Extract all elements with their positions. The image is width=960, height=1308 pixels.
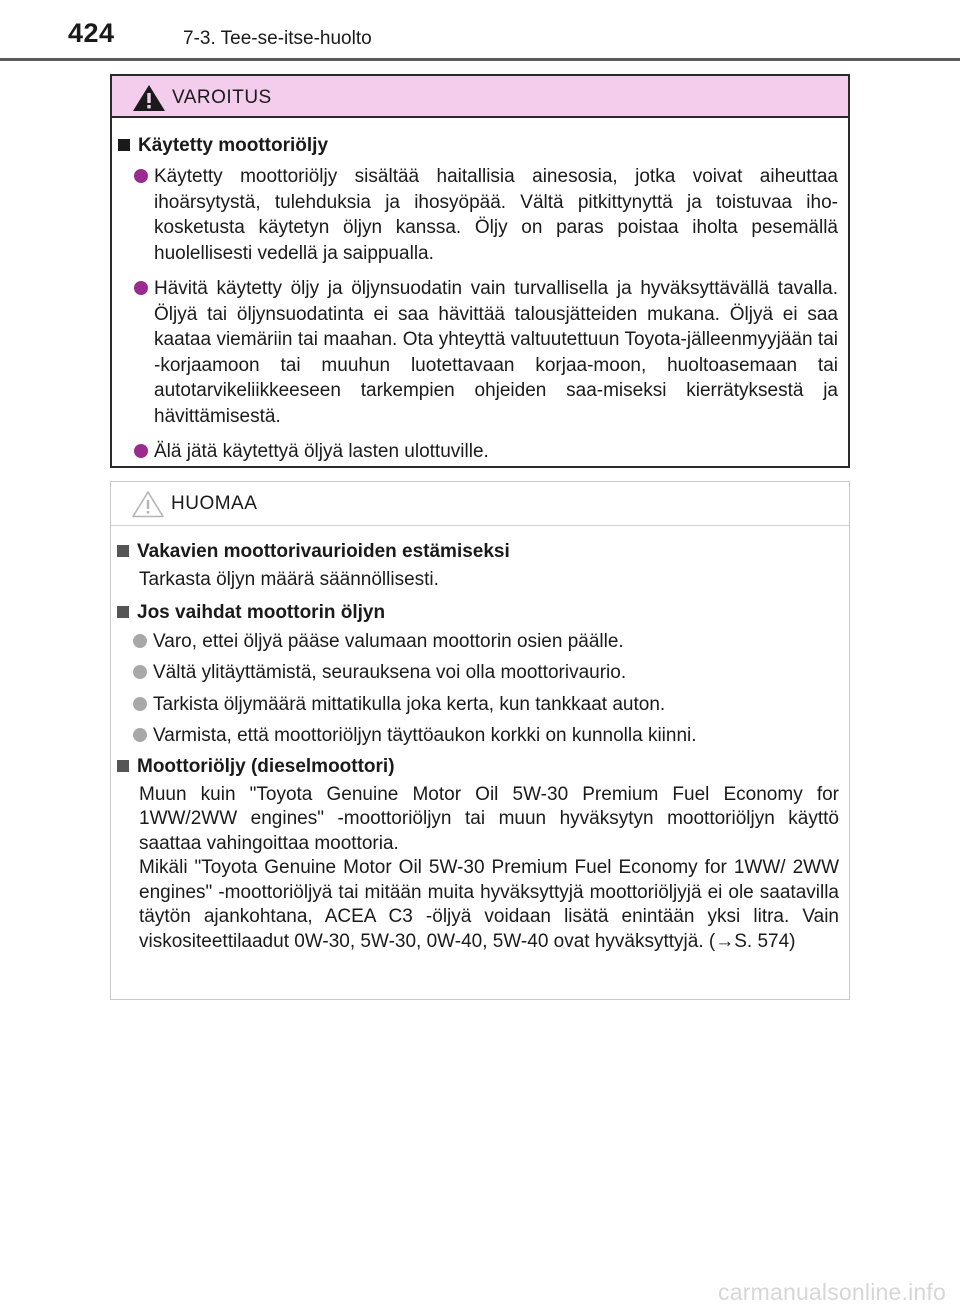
list-item bbox=[134, 164, 838, 266]
heading-text: Moottoriöljy (dieselmoottori) bbox=[137, 755, 395, 777]
warning-triangle-icon bbox=[132, 84, 166, 112]
paragraph: Tarkasta öljyn määrä säännöllisesti. bbox=[139, 569, 439, 590]
bullet-dot-icon bbox=[133, 728, 147, 742]
list-item-text: Hävitä käytetty öljy ja öljynsuodatin vain turvallisella ja hyväksyttävällä tavalla. Öljyä tai öljynsuodatinta ei saa hävittää talousjätteiden mukana. Öljyä ei saa kaataa viemäriin tai maahan. Ota yhteyttä valtuutettuun Toyota-jälleenmyyjään tai -korjaamoon tai muuhun luotettavaan korjaa-moon, huoltoasemaan tai autotarvikeliikkeeseen tarkempien ohjeiden saa-miseksi kierrätyksestä ja hävittämisestä. bbox=[154, 278, 838, 427]
notice-label: HUOMAA bbox=[171, 493, 258, 514]
list-item bbox=[133, 692, 839, 718]
page-header bbox=[0, 0, 960, 58]
heading-text: Vakavien moottorivaurioiden estämiseksi bbox=[137, 541, 510, 562]
section-heading bbox=[117, 755, 839, 779]
warning-label: VAROITUS bbox=[172, 87, 272, 108]
section-heading bbox=[117, 601, 839, 625]
section-heading bbox=[118, 134, 838, 158]
list-item bbox=[133, 723, 839, 749]
heading-text: Käytetty moottoriöljy bbox=[138, 135, 329, 156]
bullet-dot-icon bbox=[134, 281, 148, 295]
header-divider bbox=[0, 58, 960, 61]
bullet-dot-icon bbox=[133, 697, 147, 711]
list-item-text: Älä jätä käytettyä öljyä lasten ulottuville. bbox=[154, 441, 489, 462]
square-bullet-icon bbox=[117, 545, 129, 557]
square-bullet-icon bbox=[117, 606, 129, 618]
list-item bbox=[133, 629, 839, 655]
warning-body bbox=[112, 118, 848, 465]
section-title: 7-3. Tee-se-itse-huolto bbox=[183, 28, 372, 49]
paragraph bbox=[139, 783, 839, 955]
notice-body bbox=[111, 526, 849, 954]
bullet-dot-icon bbox=[134, 169, 148, 183]
list-item bbox=[134, 439, 838, 465]
notice-header bbox=[111, 482, 849, 526]
heading-text: Jos vaihdat moottorin öljyn bbox=[137, 601, 386, 623]
list-item-text: Varmista, että moottoriöljyn täyttöaukon korkki on kunnolla kiinni. bbox=[153, 725, 697, 746]
list-item-text: Käytetty moottoriöljy sisältää haitallisia ainesosia, jotka voivat aiheuttaa ihoärsytystä, tulehduksia ja ihosyöpää. Vältä pitkittynyttä ja toistuvaa iho-kosketusta käytetyn öljyn kanssa. Öljy on paras poistaa iholta pesemällä huolellisesti vedellä ja saippualla. bbox=[154, 166, 838, 264]
bullet-dot-icon bbox=[133, 634, 147, 648]
caution-triangle-icon bbox=[131, 490, 165, 518]
square-bullet-icon bbox=[118, 139, 130, 151]
warning-header bbox=[112, 76, 848, 118]
list-item-text: Vältä ylitäyttämistä, seurauksena voi olla moottorivaurio. bbox=[153, 662, 627, 683]
notice-box bbox=[110, 481, 850, 1000]
paragraph-text: Muun kuin "Toyota Genuine Motor Oil 5W-30 Premium Fuel Economy for 1WW/2WW engines" -moottoriöljyn tai muun hyväksytyn moottoriöljyn käyttö saattaa vahingoittaa moottoria. bbox=[139, 783, 839, 854]
warning-box bbox=[110, 74, 850, 468]
paragraph-text: Mikäli "Toyota Genuine Motor Oil 5W-30 Premium Fuel Economy for 1WW/ 2WW engines" -moottoriöljyä tai mitään muita hyväksyttyjä moottoriöljyjä ei ole saatavilla täytön ajankohtana, ACEA C3 -öljyä voidaan lisätä enintään yksi litra. Vain viskositeettilaadut 0W-30, 5W-30, 0W-40, 5W-40 ovat hyväksyttyjä. (→S. 574) bbox=[139, 857, 839, 952]
list-item-text: Varo, ettei öljyä pääse valumaan moottorin osien päälle. bbox=[153, 630, 624, 652]
bullet-dot-icon bbox=[134, 444, 148, 458]
list-item bbox=[134, 276, 838, 429]
list-item bbox=[133, 660, 839, 686]
page-number: 424 bbox=[68, 18, 115, 48]
list-item-text: Tarkista öljymäärä mittatikulla joka kerta, kun tankkaat auton. bbox=[153, 693, 666, 715]
section-heading bbox=[117, 540, 839, 564]
bullet-dot-icon bbox=[133, 665, 147, 679]
watermark: carmanualsonline.info bbox=[718, 1279, 946, 1305]
square-bullet-icon bbox=[117, 760, 129, 772]
